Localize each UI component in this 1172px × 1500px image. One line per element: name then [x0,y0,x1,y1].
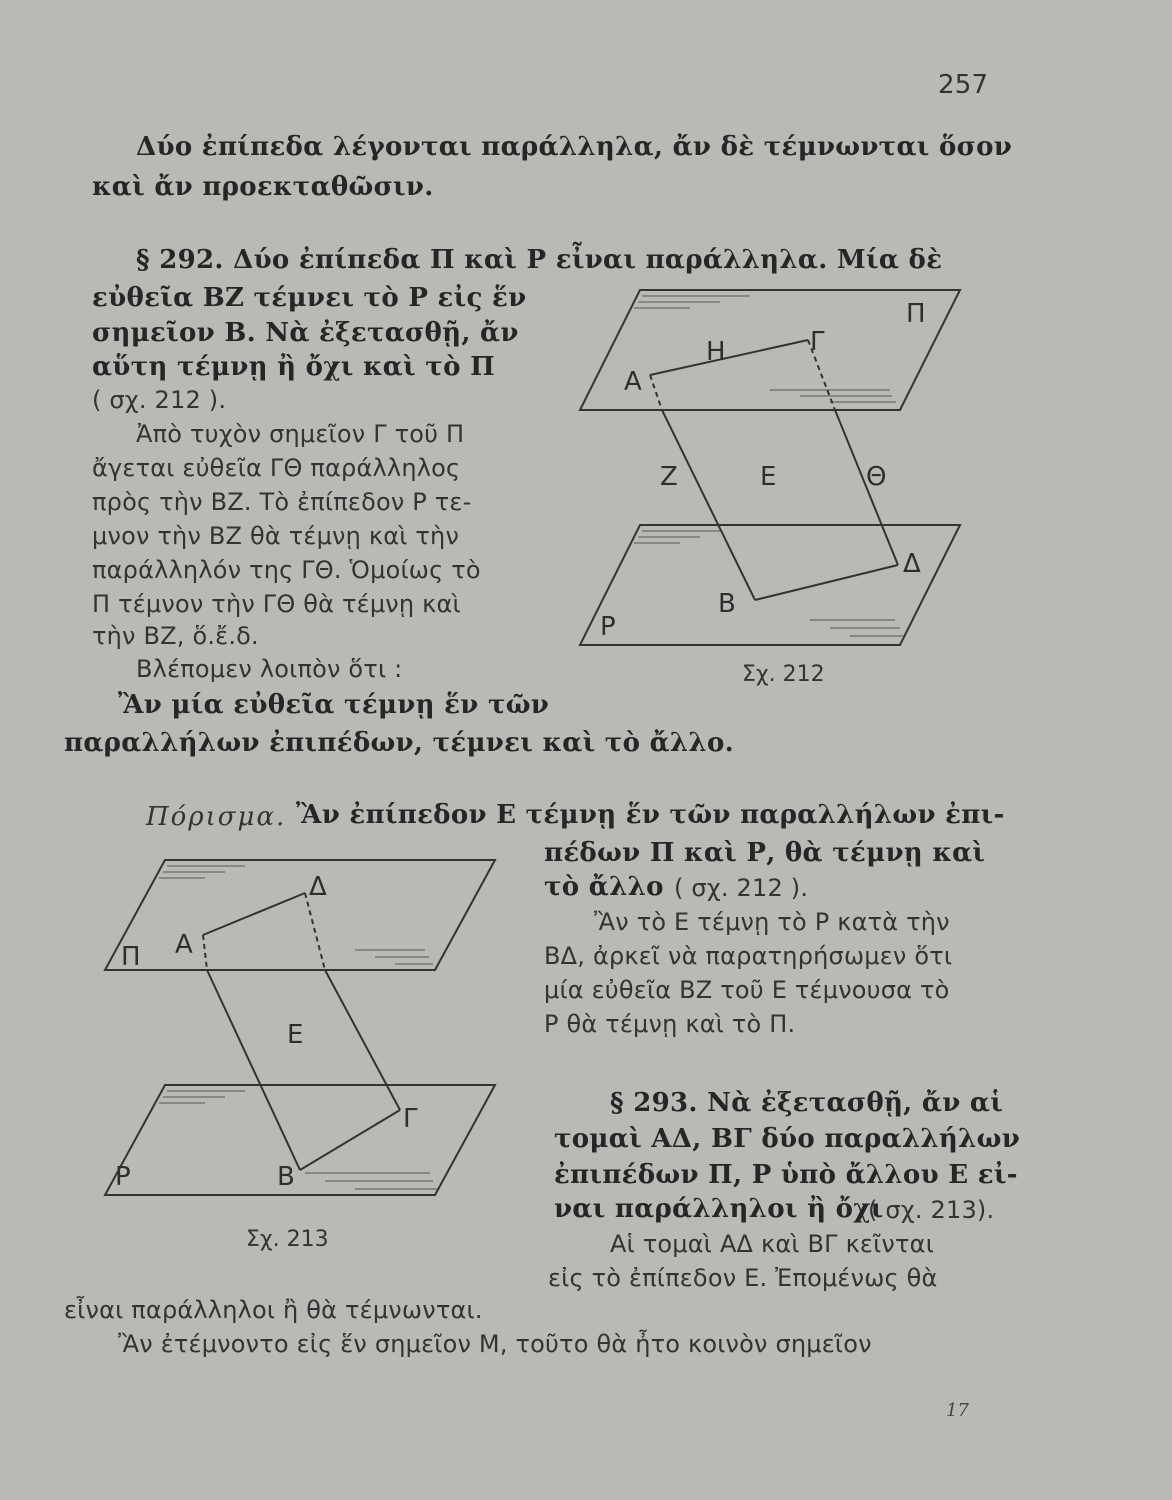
label-d: Δ [903,549,921,579]
plane-pi-shading [159,866,433,964]
label-a: Α [624,367,642,397]
plane-rho-shading [634,531,904,636]
figure-212 [570,280,970,660]
s292-line-4: αὕτη τέμνῃ ἢ ὄχι καὶ τὸ Π [92,352,495,382]
porisma-line-3-ref: ( σχ. 212 ). [674,874,809,902]
s292-proof-2: ἄγεται εὐθεῖα ΓΘ παράλληλος [92,454,461,482]
plane-rho [105,1085,495,1195]
s293-text-3: εἶναι παράλληλοι ἢ θὰ τέμνωνται. [64,1296,483,1324]
label-e: Ε [760,462,777,492]
s292-proof-4: μνον τὴν ΒΖ θὰ τέμνῃ καὶ τὴν [92,522,460,550]
line-bz [662,410,755,600]
edge-e-left [207,970,300,1170]
label-pi: Π [121,942,141,972]
s292-proof-5: παράλληλόν της ΓΘ. Ὁμοίως τὸ [92,556,481,584]
s293-text-2: εἰς τὸ ἐπίπεδον Ε. Ἐπομένως θὰ [548,1264,938,1292]
plane-rho-shading [159,1091,437,1189]
label-a: Α [175,930,193,960]
s292-line-3: σημεῖον Β. Νὰ ἐξετασθῇ, ἄν [92,318,519,348]
s292-conclusion-1: Ἂν μία εὐθεῖα τέμνῃ ἕν τῶν [118,690,550,720]
s293-text-1: Αἱ τομαὶ ΑΔ καὶ ΒΓ κεῖνται [610,1230,935,1258]
label-theta: Θ [866,462,887,492]
segment-ah-g [650,340,808,375]
porisma-text-4: Ρ θὰ τέμνῃ καὶ τὸ Π. [544,1010,796,1038]
definition-line-2: καὶ ἄν προεκταθῶσιν. [92,172,434,202]
label-g: Γ [810,327,825,357]
label-pi: Π [906,299,926,329]
hidden-edge-a [203,935,207,970]
s293-line-3: ἐπιπέδων Π, Ρ ὑπὸ ἄλλου Ε εἰ- [554,1160,1018,1190]
s292-conclusion-2: παραλλήλων ἐπιπέδων, τέμνει καὶ τὸ ἄλλο. [64,728,734,758]
s292-line-5: ( σχ. 212 ). [92,386,227,414]
hidden-edge-a [650,375,662,410]
s292-proof-1: Ἀπὸ τυχὸν σημεῖον Γ τοῦ Π [136,420,465,448]
label-z: Ζ [660,462,678,492]
label-g: Γ [403,1104,418,1134]
label-b: Β [277,1162,295,1192]
porisma-line-1: Ἂν ἐπίπεδον Ε τέμνῃ ἕν τῶν παραλλήλων ἐπι- [296,800,1005,830]
porisma-text-2: ΒΔ, ἀρκεῖ νὰ παρατηρήσωμεν ὅτι [544,942,953,970]
label-e: Ε [287,1020,304,1050]
s293-line-2: τομαὶ ΑΔ, ΒΓ δύο παραλλήλων [554,1124,1021,1154]
s292-proof-7: τὴν ΒΖ, ὅ.ἔ.δ. [92,622,259,650]
segment-b-d [755,565,898,600]
fig213-caption: Σχ. 213 [246,1227,329,1252]
s292-proof-3: πρὸς τὴν ΒΖ. Τὸ ἐπίπεδον Ρ τε- [92,488,472,516]
plane-pi [105,860,495,970]
definition-line-1: Δύο ἐπίπεδα λέγονται παράλληλα, ἄν δὲ τέμνωνται ὅσον [136,132,1013,162]
fig212-caption: Σχ. 212 [742,662,825,687]
hidden-edge-d [305,893,325,970]
s293-line-1: § 293. Νὰ ἐξετασθῇ, ἄν αἱ [610,1088,1004,1118]
label-rho: Ρ [115,1162,131,1192]
figure-213 [95,855,515,1215]
label-rho: Ρ [600,612,616,642]
s292-line-2: εὐθεῖα ΒΖ τέμνει τὸ Ρ εἰς ἕν [92,283,527,313]
edge-e-right [325,970,400,1110]
label-d: Δ [309,872,327,902]
porisma-line-3: τὸ ἄλλο [544,872,664,902]
label-b: Β [718,589,736,619]
porisma-text-1: Ἂν τὸ Ε τέμνῃ τὸ Ρ κατὰ τὴν [594,908,950,936]
s293-line-4-ref: ( σχ. 213). [868,1196,995,1224]
s293-text-4: Ἂν ἐτέμνοντο εἰς ἕν σημεῖον Μ, τοῦτο θὰ ἦτο κοινὸν σημεῖον [118,1330,872,1358]
footer-mark: 17 [946,1400,969,1421]
s292-proof-8: Βλέπομεν λοιπὸν ὅτι : [136,655,403,683]
label-h: Η [706,337,726,367]
page-number: 257 [938,70,989,100]
line-bg [300,1110,400,1170]
s293-line-4: ναι παράλληλοι ἢ ὄχι [554,1194,884,1224]
porisma-text-3: μία εὐθεῖα ΒΖ τοῦ Ε τέμνουσα τὸ [544,976,950,1004]
s292-proof-6: Π τέμνον τὴν ΓΘ θὰ τέμνῃ καὶ [92,590,461,618]
porisma-label: Πόρισμα. [146,802,287,832]
porisma-line-2: πέδων Π καὶ Ρ, θὰ τέμνῃ καὶ [544,838,986,868]
line-ad [203,893,305,935]
s292-header: § 292. Δύο ἐπίπεδα Π καὶ Ρ εἶναι παράλληλα. Μία δὲ [136,245,943,275]
